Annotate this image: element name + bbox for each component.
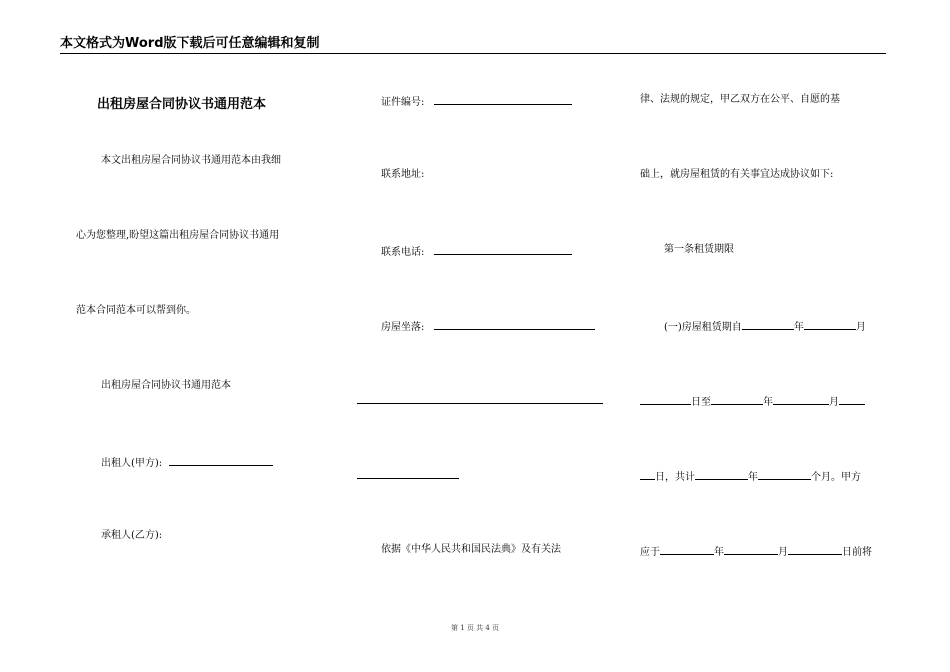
payment-date	[640, 543, 872, 559]
pay-year-blank	[660, 543, 714, 555]
before-pay-text: 应于	[640, 547, 660, 558]
law-basis-text: 依据《中华人民共和国民法典》及有关法	[381, 544, 561, 555]
start-month-blank	[804, 318, 856, 330]
house-location-continuation-line-2	[357, 478, 459, 479]
intro-line-3: 范本合同范本可以帮到你。	[76, 305, 196, 316]
start-year-blank	[742, 318, 794, 330]
total-year-unit: 年	[748, 472, 758, 483]
house-location-continuation-line	[357, 403, 603, 404]
page-header	[60, 36, 886, 54]
house-location-blank	[434, 318, 595, 330]
end-month-unit: 月	[829, 397, 839, 408]
agreement-line-1: 律、法规的规定，甲乙双方在公平、自愿的基	[640, 94, 840, 105]
lessee-label: 承租人(乙方):	[101, 530, 163, 541]
phone-label: 联系电话:	[381, 247, 425, 258]
lease-term-start	[664, 318, 866, 334]
page-number: 第 1 页 共 4 页	[450, 624, 500, 632]
before-end-text: 日前将	[842, 547, 872, 558]
end-month-blank	[773, 393, 829, 405]
start-year-unit: 年	[793, 322, 804, 333]
pay-day-blank	[788, 543, 842, 555]
phone-blank	[434, 243, 572, 255]
lessor-label: 出租人(甲方):	[101, 458, 163, 469]
lessor-blank	[169, 454, 273, 466]
intro-line-2: 心为您整理,盼望这篇出租房屋合同协议书通用	[76, 230, 280, 241]
lease-total	[640, 468, 861, 484]
lease-term-prefix: (一)房屋租赁期自	[664, 322, 742, 333]
lease-term-end	[640, 393, 865, 409]
phone-field	[381, 243, 572, 259]
intro-line-1: 本文出租房屋合同协议书通用范本由我细	[101, 155, 281, 166]
pay-month-blank	[724, 543, 778, 555]
total-month-blank	[758, 468, 811, 480]
start-day-blank	[640, 393, 691, 405]
address-label: 联系地址:	[381, 169, 425, 180]
to-day-text: 日至	[691, 397, 711, 408]
end-day-blank-2	[640, 468, 655, 480]
id-number-label: 证件编号:	[381, 97, 425, 108]
end-year-blank	[711, 393, 763, 405]
article-1-heading: 第一条租赁期限	[664, 244, 734, 255]
id-number-field	[381, 93, 572, 109]
pay-month-unit: 月	[778, 547, 788, 558]
house-location-label: 房屋坐落:	[381, 322, 425, 333]
total-year-blank	[695, 468, 748, 480]
pay-year-unit: 年	[714, 547, 724, 558]
header-title: 本文格式为Word版下载后可任意编辑和复制	[60, 36, 320, 51]
contract-subtitle: 出租房屋合同协议书通用范本	[101, 380, 231, 391]
end-year-unit: 年	[763, 397, 773, 408]
total-text: 日，共计	[655, 472, 695, 483]
lessor-field	[101, 454, 273, 470]
end-day-blank	[839, 393, 865, 405]
start-month-unit: 月	[855, 322, 866, 333]
house-location-field	[381, 318, 595, 334]
agreement-line-2: 础上，就房屋租赁的有关事宜达成协议如下:	[640, 169, 834, 180]
id-number-blank	[434, 93, 572, 105]
document-title: 出租房屋合同协议书通用范本	[97, 97, 267, 112]
months-pay-text: 个月。甲方	[811, 472, 861, 483]
